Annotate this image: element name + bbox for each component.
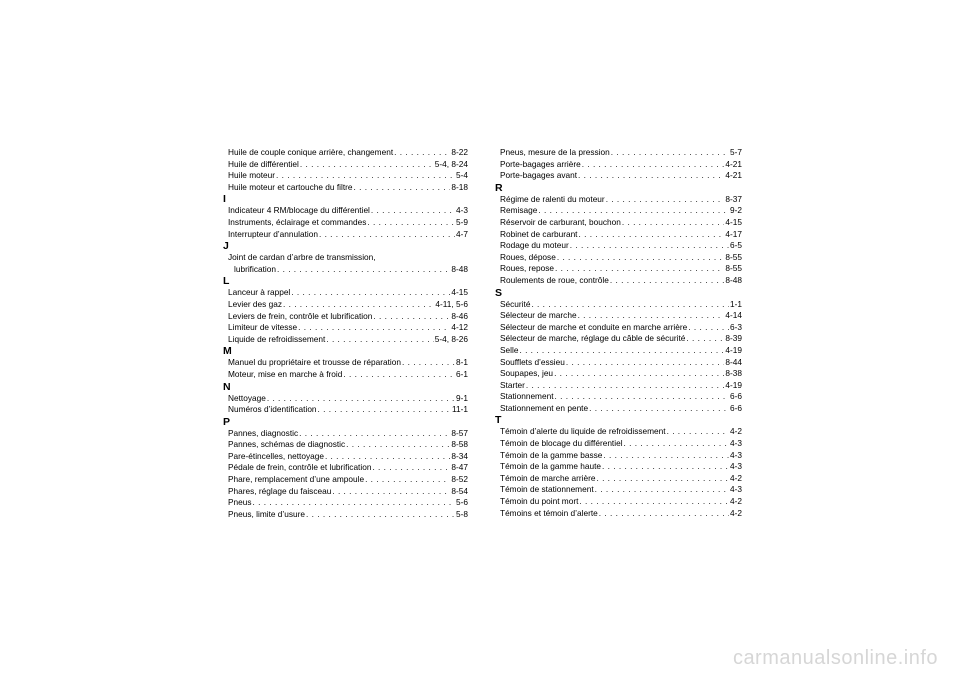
leader-dots bbox=[570, 240, 729, 252]
entry-pages: 8-18 bbox=[451, 181, 468, 192]
entry-label: Sélecteur de marche et conduite en marche arrière bbox=[500, 321, 688, 332]
leader-dots bbox=[622, 217, 725, 229]
entry-label: Porte-bagages arrière bbox=[500, 158, 581, 169]
entry-pages: 8-48 bbox=[725, 274, 742, 285]
leader-dots bbox=[372, 462, 450, 474]
leader-dots bbox=[402, 357, 455, 369]
index-entry bbox=[495, 147, 742, 159]
entry-label: Limiteur de vitesse bbox=[228, 322, 298, 333]
entry-label: Témoin de la gamme haute bbox=[500, 461, 602, 472]
entry-label: Leviers de frein, contrôle et lubrification bbox=[228, 310, 373, 321]
entry-label: Roues, dépose bbox=[500, 251, 556, 262]
index-letter-m: M bbox=[223, 345, 232, 358]
entry-label: Liquide de refroidissement bbox=[228, 333, 326, 344]
leader-dots bbox=[610, 275, 725, 287]
entry-pages: 4-17 bbox=[725, 228, 742, 239]
index-entry bbox=[495, 159, 742, 171]
entry-label: Pare-étincelles, nettoyage bbox=[228, 450, 324, 461]
index-letter-t: T bbox=[495, 414, 502, 427]
entry-label: Pneus bbox=[228, 497, 252, 508]
index-entry bbox=[223, 311, 468, 323]
leader-dots bbox=[589, 403, 729, 415]
index-entry bbox=[495, 310, 742, 322]
index-letter-l: L bbox=[223, 275, 230, 288]
index-entry bbox=[495, 299, 742, 311]
leader-dots bbox=[599, 508, 729, 520]
entry-pages: 4-14 bbox=[725, 310, 742, 321]
leader-dots bbox=[346, 439, 450, 451]
index-entry bbox=[223, 205, 468, 217]
index-entry bbox=[223, 497, 468, 509]
index-letter-n: N bbox=[223, 380, 231, 393]
index-entry bbox=[223, 404, 468, 416]
entry-label: Phare, remplacement d’une ampoule bbox=[228, 474, 365, 485]
entry-pages: 5-9 bbox=[456, 216, 468, 227]
leader-dots bbox=[595, 484, 729, 496]
index-entry bbox=[495, 380, 742, 392]
entry-label: Témoin de stationnement bbox=[500, 484, 594, 495]
index-entry bbox=[223, 322, 468, 334]
leader-dots bbox=[365, 474, 450, 486]
entry-pages: 5-4, 8-24 bbox=[434, 158, 468, 169]
entry-pages: 4-2 bbox=[730, 507, 742, 518]
entry-pages: 4-11, 5-6 bbox=[435, 298, 468, 309]
index-entry bbox=[223, 393, 468, 405]
entry-label: Pneus, limite d’usure bbox=[228, 508, 306, 519]
leader-dots bbox=[300, 159, 434, 171]
leader-dots bbox=[603, 450, 729, 462]
entry-pages: 8-39 bbox=[725, 333, 742, 344]
entry-label: Porte-bagages avant bbox=[500, 170, 578, 181]
leader-dots bbox=[325, 451, 450, 463]
leader-dots bbox=[606, 194, 725, 206]
leader-dots bbox=[602, 461, 729, 473]
entry-label: Huile de différentiel bbox=[228, 158, 299, 169]
index-entry bbox=[495, 217, 742, 229]
leader-dots bbox=[611, 147, 729, 159]
index-entry bbox=[495, 170, 742, 182]
entry-pages: 8-44 bbox=[725, 356, 742, 367]
index-entry bbox=[495, 275, 742, 287]
entry-pages: 4-2 bbox=[730, 496, 742, 507]
entry-label: Nettoyage bbox=[228, 392, 266, 403]
entry-label: Soupapes, jeu bbox=[500, 368, 554, 379]
index-entry bbox=[495, 345, 742, 357]
entry-label: Sécurité bbox=[500, 298, 531, 309]
leader-dots bbox=[554, 368, 724, 380]
entry-pages: 6-6 bbox=[730, 391, 742, 402]
leader-dots bbox=[343, 369, 455, 381]
index-entry bbox=[223, 147, 468, 159]
entry-label: Huile de couple conique arrière, changement bbox=[228, 147, 394, 157]
entry-label: Moteur, mise en marche à froid bbox=[228, 368, 343, 379]
entry-label: Sélecteur de marche, réglage du câble de sécurité bbox=[500, 333, 686, 344]
entry-label: Roues, repose bbox=[500, 263, 554, 274]
entry-label: Remisage bbox=[500, 205, 538, 216]
leader-dots bbox=[371, 205, 455, 217]
index-letter-j: J bbox=[223, 240, 229, 253]
leader-dots bbox=[555, 263, 724, 275]
entry-pages: 5-7 bbox=[730, 147, 742, 157]
index-entry bbox=[495, 357, 742, 369]
index-entry bbox=[223, 170, 468, 182]
leader-dots bbox=[557, 252, 725, 264]
index-entry bbox=[495, 240, 742, 252]
index-letter-s: S bbox=[495, 286, 503, 299]
entry-pages: 8-58 bbox=[451, 439, 468, 450]
leader-dots bbox=[291, 287, 450, 299]
index-letter-i: I bbox=[223, 193, 226, 206]
entry-label: Pédale de frein, contrôle et lubrification bbox=[228, 462, 372, 473]
entry-pages: 6-3 bbox=[730, 321, 742, 332]
entry-pages: 5-4 bbox=[456, 170, 468, 181]
entry-pages: 4-19 bbox=[725, 344, 742, 355]
entry-label: Starter bbox=[500, 379, 525, 390]
leader-dots bbox=[582, 159, 725, 171]
entry-pages: 8-57 bbox=[451, 427, 468, 438]
index-entry bbox=[223, 428, 468, 440]
leader-dots bbox=[624, 438, 729, 450]
leader-dots bbox=[578, 310, 725, 322]
entry-pages: 5-6 bbox=[456, 497, 468, 508]
entry-pages: 8-1 bbox=[456, 357, 468, 368]
entry-label: Manuel du propriétaire et trousse de réparation bbox=[228, 357, 401, 368]
entry-label: Levier des gaz bbox=[228, 298, 282, 309]
index-entry bbox=[495, 391, 742, 403]
index-entry bbox=[495, 252, 742, 264]
leader-dots bbox=[332, 486, 450, 498]
entry-label: Soufflets d’essieu bbox=[500, 356, 565, 367]
entry-label: Phares, réglage du faisceau bbox=[228, 485, 332, 496]
index-entry bbox=[495, 426, 742, 438]
entry-pages: 6-5 bbox=[730, 240, 742, 251]
entry-pages: 5-8 bbox=[456, 508, 468, 519]
index-entry bbox=[495, 484, 742, 496]
entry-label: Indicateur 4 RM/blocage du différentiel bbox=[228, 205, 370, 216]
leader-dots bbox=[579, 229, 725, 241]
leader-dots bbox=[253, 497, 455, 509]
index-entry bbox=[495, 322, 742, 334]
index-entry bbox=[223, 217, 468, 229]
entry-pages: 8-48 bbox=[451, 263, 468, 274]
entry-label: Robinet de carburant bbox=[500, 228, 578, 239]
entry-pages: 4-15 bbox=[451, 287, 468, 298]
entry-pages: 1-1 bbox=[730, 298, 742, 309]
entry-label: Stationnement en pente bbox=[500, 402, 589, 413]
entry-pages: 4-12 bbox=[451, 322, 468, 333]
entry-pages: 8-46 bbox=[451, 310, 468, 321]
index-entry bbox=[223, 264, 468, 276]
index-entry bbox=[223, 509, 468, 521]
leader-dots bbox=[298, 322, 450, 334]
leader-dots bbox=[579, 496, 729, 508]
entry-label: Témoin de marche arrière bbox=[500, 472, 596, 483]
entry-pages: 8-52 bbox=[451, 474, 468, 485]
entry-pages: 4-7 bbox=[456, 228, 468, 239]
entry-pages: 4-19 bbox=[725, 379, 742, 390]
entry-pages: 8-37 bbox=[725, 193, 742, 204]
entry-pages: 8-55 bbox=[725, 251, 742, 262]
entry-label: Rodage du moteur bbox=[500, 240, 569, 251]
index-column-left bbox=[223, 147, 468, 520]
leader-dots bbox=[596, 473, 729, 485]
entry-pages: 4-3 bbox=[456, 205, 468, 216]
entry-label: Roulements de roue, contrôle bbox=[500, 274, 609, 285]
index-entry bbox=[495, 450, 742, 462]
index-entry bbox=[223, 474, 468, 486]
entry-pages: 4-15 bbox=[725, 216, 742, 227]
entry-label: Témoin d’alerte du liquide de refroidissement bbox=[500, 426, 666, 437]
index-entry bbox=[495, 461, 742, 473]
leader-dots bbox=[306, 509, 455, 521]
index-entry bbox=[223, 182, 468, 194]
entry-label: Huile moteur bbox=[228, 170, 276, 181]
entry-pages: 5-4, 8-26 bbox=[434, 333, 468, 344]
entry-label: Témoins et témoin d’alerte bbox=[500, 507, 598, 518]
entry-label: Pannes, schémas de diagnostic bbox=[228, 439, 346, 450]
index-entry bbox=[495, 194, 742, 206]
entry-label: Témoin de blocage du différentiel bbox=[500, 438, 623, 449]
index-entry bbox=[495, 263, 742, 275]
entry-label: Témoin du point mort bbox=[500, 496, 579, 507]
entry-pages: 8-34 bbox=[451, 450, 468, 461]
index-entry bbox=[495, 438, 742, 450]
entry-pages: 4-21 bbox=[725, 158, 742, 169]
entry-pages: 8-54 bbox=[451, 485, 468, 496]
leader-dots bbox=[277, 264, 450, 276]
entry-pages: 9-2 bbox=[730, 205, 742, 216]
leader-dots bbox=[688, 322, 729, 334]
index-entry bbox=[223, 486, 468, 498]
leader-dots bbox=[394, 147, 450, 159]
leader-dots bbox=[318, 404, 451, 416]
entry-pages: 4-2 bbox=[730, 472, 742, 483]
leader-dots bbox=[531, 299, 729, 311]
entry-label: Réservoir de carburant, bouchon bbox=[500, 216, 621, 227]
leader-dots bbox=[526, 380, 724, 392]
entry-pages: 8-47 bbox=[451, 462, 468, 473]
index-entry bbox=[223, 369, 468, 381]
entry-label: Lanceur à rappel bbox=[228, 287, 291, 298]
entry-pages: 4-3 bbox=[730, 449, 742, 460]
entry-pages: 4-3 bbox=[730, 484, 742, 495]
leader-dots bbox=[367, 217, 455, 229]
leader-dots bbox=[299, 428, 450, 440]
index-entry bbox=[223, 229, 468, 241]
index-entry bbox=[495, 473, 742, 485]
index-entry bbox=[223, 357, 468, 369]
index-entry bbox=[495, 403, 742, 415]
entry-label: Stationnement bbox=[500, 391, 554, 402]
entry-pages: 4-3 bbox=[730, 461, 742, 472]
entry-label: Sélecteur de marche bbox=[500, 310, 577, 321]
leader-dots bbox=[267, 393, 455, 405]
leader-dots bbox=[326, 334, 433, 346]
leader-dots bbox=[667, 426, 729, 438]
entry-label: Instruments, éclairage et commandes bbox=[228, 216, 367, 227]
index-entry bbox=[223, 159, 468, 171]
entry-pages: 11-1 bbox=[452, 404, 468, 415]
entry-label: Régime de ralenti du moteur bbox=[500, 193, 605, 204]
watermark: carmanualsonline.info bbox=[732, 647, 938, 669]
leader-dots bbox=[538, 205, 729, 217]
entry-label: lubrification bbox=[234, 263, 276, 274]
index-entry bbox=[223, 299, 468, 311]
entry-pages: 8-55 bbox=[725, 263, 742, 274]
index-entry bbox=[223, 439, 468, 451]
leader-dots bbox=[354, 182, 451, 194]
entry-pages: 4-21 bbox=[725, 170, 742, 181]
entry-pages: 4-2 bbox=[730, 426, 742, 437]
index-column-right bbox=[495, 147, 742, 519]
entry-pages: 8-22 bbox=[451, 147, 468, 157]
entry-label: Pannes, diagnostic bbox=[228, 427, 299, 438]
index-letter-p: P bbox=[223, 415, 231, 428]
index-entry bbox=[495, 333, 742, 345]
leader-dots bbox=[686, 333, 724, 345]
entry-label: Selle bbox=[500, 344, 519, 355]
leader-dots bbox=[319, 229, 455, 241]
entry-pages: 9-1 bbox=[456, 392, 468, 403]
leader-dots bbox=[519, 345, 724, 357]
entry-label: Témoin de la gamme basse bbox=[500, 449, 603, 460]
entry-label: Interrupteur d’annulation bbox=[228, 228, 318, 239]
leader-dots bbox=[373, 311, 450, 323]
index-entry bbox=[495, 229, 742, 241]
entry-label: Numéros d’identification bbox=[228, 404, 317, 415]
index-entry bbox=[495, 205, 742, 217]
index-entry bbox=[223, 334, 468, 346]
index-entry bbox=[495, 496, 742, 508]
leader-dots bbox=[283, 299, 434, 311]
index-entry bbox=[495, 508, 742, 520]
entry-label: Huile moteur et cartouche du filtre bbox=[228, 181, 353, 192]
leader-dots bbox=[555, 391, 729, 403]
index-entry: Joint de cardan d’arbre de transmission, bbox=[228, 252, 376, 263]
index-entry bbox=[223, 287, 468, 299]
entry-pages: 8-38 bbox=[725, 368, 742, 379]
index-entry bbox=[223, 451, 468, 463]
index-entry bbox=[495, 368, 742, 380]
entry-pages: 6-1 bbox=[456, 368, 468, 379]
entry-pages: 4-3 bbox=[730, 438, 742, 449]
leader-dots bbox=[578, 170, 724, 182]
entry-pages: 6-6 bbox=[730, 402, 742, 413]
index-entry bbox=[223, 462, 468, 474]
index-letter-r: R bbox=[495, 181, 503, 194]
leader-dots bbox=[566, 357, 725, 369]
entry-label: Pneus, mesure de la pression bbox=[500, 147, 610, 157]
leader-dots bbox=[276, 170, 455, 182]
